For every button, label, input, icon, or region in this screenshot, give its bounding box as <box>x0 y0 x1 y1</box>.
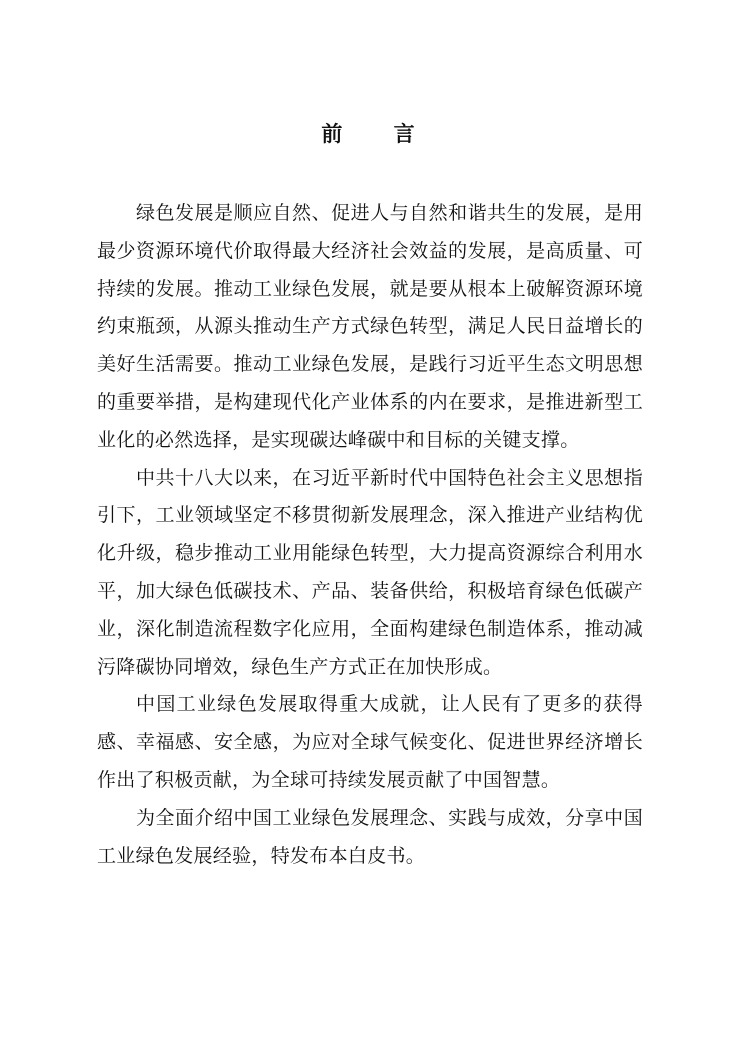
paragraph-4: 为全面介绍中国工业绿色发展理念、实践与成效，分享中国工业绿色发展经验，特发布本白皮书。 <box>97 806 643 867</box>
paragraph-3: 中国工业绿色发展取得重大成就，让人民有了更多的获得感、幸福感、安全感，为应对全球气候变化、促进世界经济增长作出了积极贡献，为全球可持续发展贡献了中国智慧。 <box>97 693 643 791</box>
document-body <box>97 195 643 875</box>
paragraph-1: 绿色发展是顺应自然、促进人与自然和谐共生的发展，是用最少资源环境代价取得最大经济社会效益的发展，是高质量、可持续的发展。推动工业绿色发展，就是要从根本上破解资源环境约束瓶颈，从源头推动生产方式绿色转型，满足人民日益增长的美好生活需要。推动工业绿色发展，是践行习近平生态文明思想的重要举措，是构建现代化产业体系的内在要求，是推进新型工业化的必然选择，是实现碳达峰碳中和目标的关键支撑。 <box>97 202 643 451</box>
page-title: 前 言 <box>321 121 437 146</box>
paragraph-2: 中共十八大以来，在习近平新时代中国特色社会主义思想指引下，工业领域坚定不移贯彻新发展理念，深入推进产业结构优化升级，稳步推动工业用能绿色转型，大力提高资源综合利用水平，加大绿色低碳技术、产品、装备供给，积极培育绿色低碳产业，深化制造流程数字化应用，全面构建绿色制造体系，推动减污降碳协同增效，绿色生产方式正在加快形成。 <box>97 466 643 678</box>
